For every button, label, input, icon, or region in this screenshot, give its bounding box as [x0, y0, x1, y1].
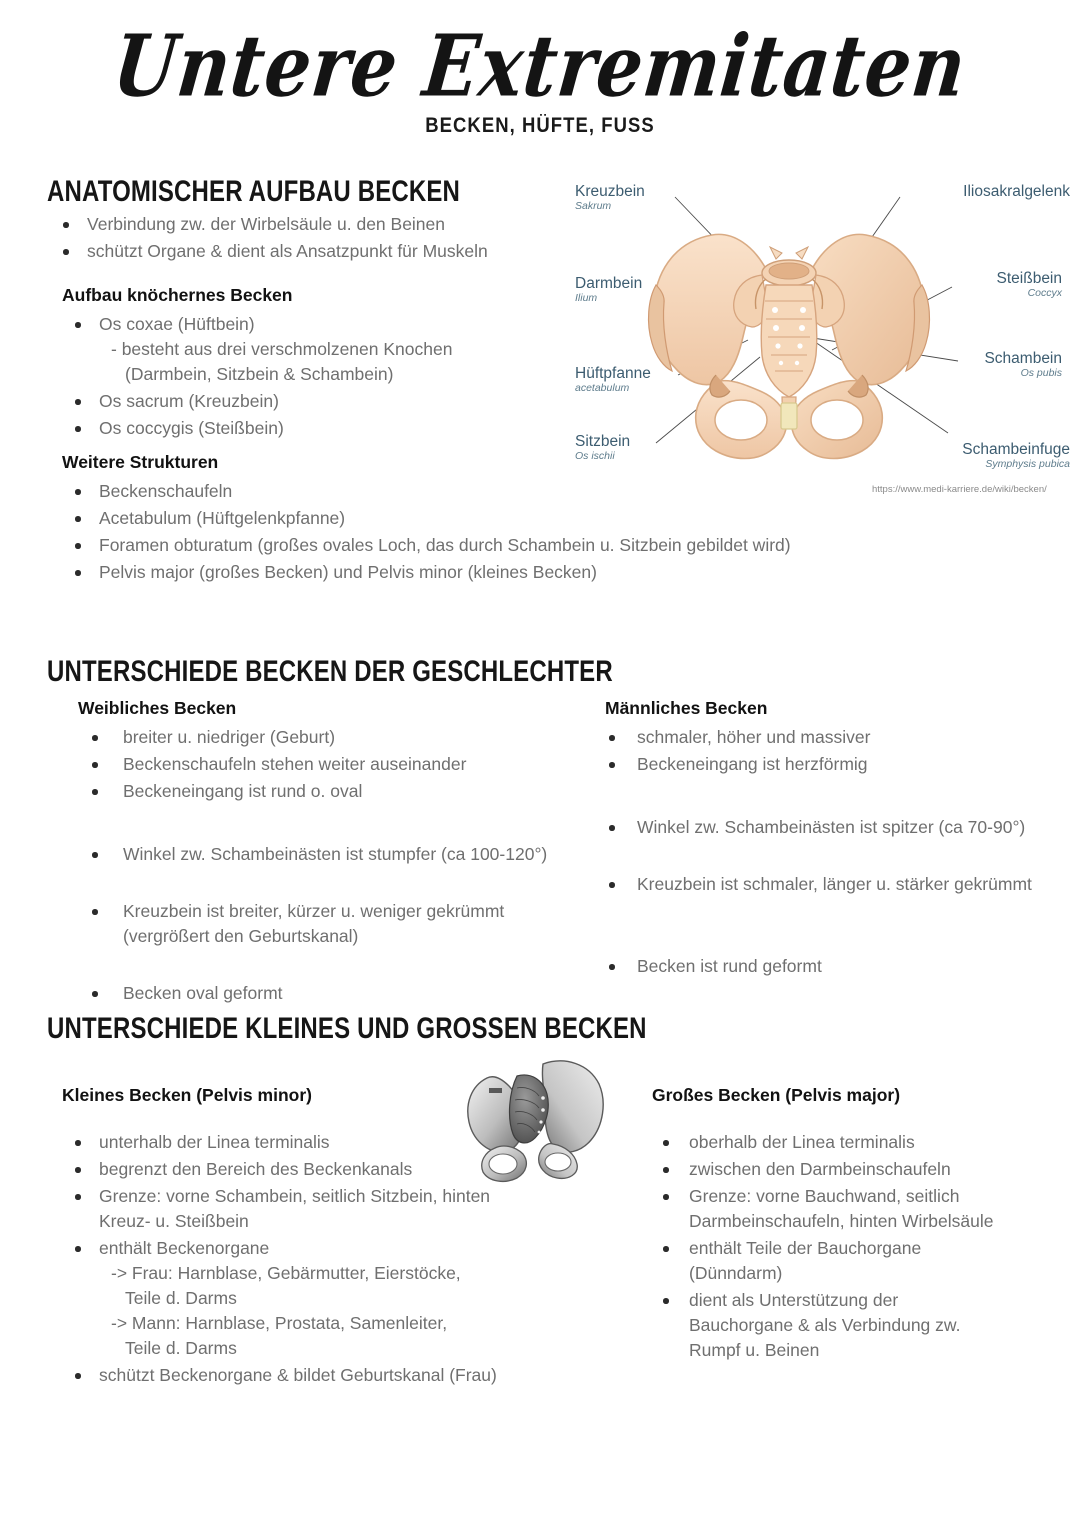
figure-label-latin: Os ischii: [575, 450, 615, 462]
figure-label-latin: Os pubis: [1020, 367, 1062, 379]
list-item: [62, 1236, 542, 1361]
list-item-line3: Rumpf u. Beinen: [689, 1340, 820, 1360]
list-item: Beckeneingang ist herzförmig: [605, 752, 1075, 777]
page-title: Untere Extremitaten: [108, 15, 972, 116]
list-item-frau-line2: Teile d. Darms: [125, 1288, 237, 1308]
figure-label-name: Sitzbein: [575, 433, 631, 450]
pelvis-anatomy-figure: [570, 175, 1070, 505]
sub-heading: Männliches Becken: [605, 698, 768, 718]
list-item: Verbindung zw. der Wirbelsäule u. den Beinen: [50, 212, 570, 237]
maennliches-becken-block: [605, 698, 1075, 981]
aufbau-bullet-list: [62, 312, 582, 441]
list-item: [78, 899, 588, 949]
list-item: [62, 1184, 542, 1234]
ilium-far: [542, 1061, 603, 1152]
list-item: begrenzt den Bereich des Beckenkanals: [62, 1157, 542, 1182]
title-block: [0, 15, 1080, 138]
figure-label-name: Hüftpfanne: [575, 365, 651, 382]
obturator-foramen-right: [811, 400, 863, 440]
sub-heading: Großes Becken (Pelvis major): [652, 1085, 901, 1105]
figure-source-url: https://www.medi-karriere.de/wiki/becken/: [872, 484, 1047, 495]
weibliches-becken-bullet-list: [78, 725, 588, 1006]
vertebra-l5-body: [769, 263, 809, 279]
figure-label-darmbein: [575, 275, 642, 305]
figure-label-name: Iliosakralgelenk: [963, 183, 1070, 200]
anatomischer-aufbau-intro: [50, 212, 570, 266]
grosses-becken-block: [652, 1085, 1052, 1365]
list-item: schützt Organe & dient als Ansatzpunkt für Muskeln: [50, 239, 570, 264]
list-item: Beckeneingang ist rund o. oval: [78, 779, 588, 804]
list-item-mann-line2: Teile d. Darms: [125, 1338, 237, 1358]
list-item: breiter u. niedriger (Geburt): [78, 725, 588, 750]
list-item-line1: Kreuzbein ist breiter, kürzer u. weniger gekrümmt: [123, 901, 505, 921]
weibliches-becken-block: [78, 698, 588, 1008]
list-item: unterhalb der Linea terminalis: [62, 1130, 542, 1155]
pubic-symphysis: [781, 403, 797, 429]
figure-label-latin: Ilium: [575, 292, 598, 304]
figure-label-latin: Coccyx: [1027, 287, 1062, 299]
list-item-mann-line1: -> Mann: Harnblase, Prostata, Samenleiter,: [111, 1313, 448, 1333]
figure-label-latin: Sakrum: [575, 200, 612, 212]
aufbau-knoechernes-becken-block: [62, 285, 582, 443]
page-subtitle: BECKEN, HÜFTE, FUSS: [425, 113, 655, 137]
list-item-label: enthält Beckenorgane: [99, 1238, 270, 1258]
figure-label-kreuzbein: [575, 183, 645, 213]
list-item-line2: Bauchorgane & als Verbindung zw.: [689, 1315, 961, 1335]
figure-label-schambein: [984, 350, 1062, 380]
figure-label-name: Darmbein: [575, 275, 643, 292]
sacral-ala-processes: [770, 247, 808, 259]
list-item-detail-line2: (Darmbein, Sitzbein & Schambein): [125, 364, 394, 384]
figure-label-hueftpfanne: [575, 365, 651, 395]
list-item: Foramen obturatum (großes ovales Loch, das durch Schambein u. Sitzbein gebildet wird): [62, 533, 852, 558]
figure-label-latin: acetabulum: [575, 382, 630, 394]
figure-label-schambeinfuge: [962, 441, 1070, 471]
sub-heading: Weitere Strukturen: [62, 452, 219, 472]
list-item-line1: Grenze: vorne Bauchwand, seitlich: [689, 1186, 960, 1206]
list-item: Os coccygis (Steißbein): [62, 416, 582, 441]
list-item: Beckenschaufeln: [62, 479, 852, 504]
section-heading-unterschiede-geschlechter: UNTERSCHIEDE BECKEN DER GESCHLECHTER: [47, 655, 613, 688]
list-item: [652, 1236, 1052, 1286]
figure-label-sitzbein: [575, 433, 630, 463]
list-item-frau-line1: -> Frau: Harnblase, Gebärmutter, Eierstöcke,: [111, 1263, 461, 1283]
list-item: Pelvis major (großes Becken) und Pelvis minor (kleines Becken): [62, 560, 852, 585]
sub-heading: Aufbau knöchernes Becken: [62, 285, 293, 305]
figure-label-iliosakralgelenk: [963, 183, 1070, 200]
figure-label-name: Kreuzbein: [575, 183, 645, 200]
obturator-foramen-far: [545, 1153, 571, 1171]
list-item-line2: Darmbeinschaufeln, hinten Wirbelsäule: [689, 1211, 994, 1231]
obturator-foramen-left: [715, 400, 767, 440]
sub-heading: Weibliches Becken: [78, 698, 237, 718]
figure-label-steissbein: [997, 270, 1062, 300]
kleines-becken-block: [62, 1085, 542, 1390]
grosses-becken-bullet-list: [652, 1130, 1052, 1363]
list-item-line2: Kreuz- u. Steißbein: [99, 1211, 249, 1231]
figure-label-latin: Symphysis pubica: [985, 458, 1070, 470]
list-item-label: Os coxae (Hüftbein): [99, 314, 255, 334]
list-item: Kreuzbein ist schmaler, länger u. stärker gekrümmt: [605, 872, 1075, 897]
list-item-line1: enthält Teile der Bauchorgane: [689, 1238, 922, 1258]
list-item: [62, 312, 582, 387]
list-item: Os sacrum (Kreuzbein): [62, 389, 582, 414]
list-item-line1: Grenze: vorne Schambein, seitlich Sitzbein, hinten: [99, 1186, 491, 1206]
list-item-line2: (vergrößert den Geburtskanal): [123, 926, 359, 946]
section-heading-unterschiede-kleines-grosses: UNTERSCHIEDE KLEINES UND GROSSEN BECKEN: [47, 1012, 647, 1045]
figure-label-name: Steißbein: [996, 270, 1062, 287]
list-item-line1: dient als Unterstützung der: [689, 1290, 899, 1310]
list-item: schmaler, höher und massiver: [605, 725, 1075, 750]
intro-bullet-list: [50, 212, 570, 264]
list-item: Winkel zw. Schambeinästen ist stumpfer (ca 100-120°): [78, 842, 588, 867]
list-item: [652, 1184, 1052, 1234]
list-item-line2: (Dünndarm): [689, 1263, 783, 1283]
list-item: Becken ist rund geformt: [605, 954, 1075, 979]
list-item: Becken oval geformt: [78, 981, 588, 1006]
figure-label-name: Schambeinfuge: [962, 441, 1070, 458]
list-item: Beckenschaufeln stehen weiter auseinander: [78, 752, 588, 777]
kleines-becken-bullet-list: [62, 1130, 542, 1388]
list-item: [652, 1288, 1052, 1363]
section-heading-anatomischer-aufbau: ANATOMISCHER AUFBAU BECKEN: [47, 175, 461, 208]
figure-label-name: Schambein: [984, 350, 1062, 367]
sub-heading: Kleines Becken (Pelvis minor): [62, 1085, 312, 1105]
list-item: oberhalb der Linea terminalis: [652, 1130, 1052, 1155]
list-item-detail-line1: - besteht aus drei verschmolzenen Knochen: [111, 339, 453, 359]
list-item: zwischen den Darmbeinschaufeln: [652, 1157, 1052, 1182]
sacrum: [761, 285, 817, 397]
list-item: schützt Beckenorgane & bildet Geburtskanal (Frau): [62, 1363, 542, 1388]
maennliches-becken-bullet-list: [605, 725, 1075, 979]
list-item: Winkel zw. Schambeinästen ist spitzer (ca 70-90°): [605, 815, 1075, 840]
list-item: Acetabulum (Hüftgelenkpfanne): [62, 506, 852, 531]
